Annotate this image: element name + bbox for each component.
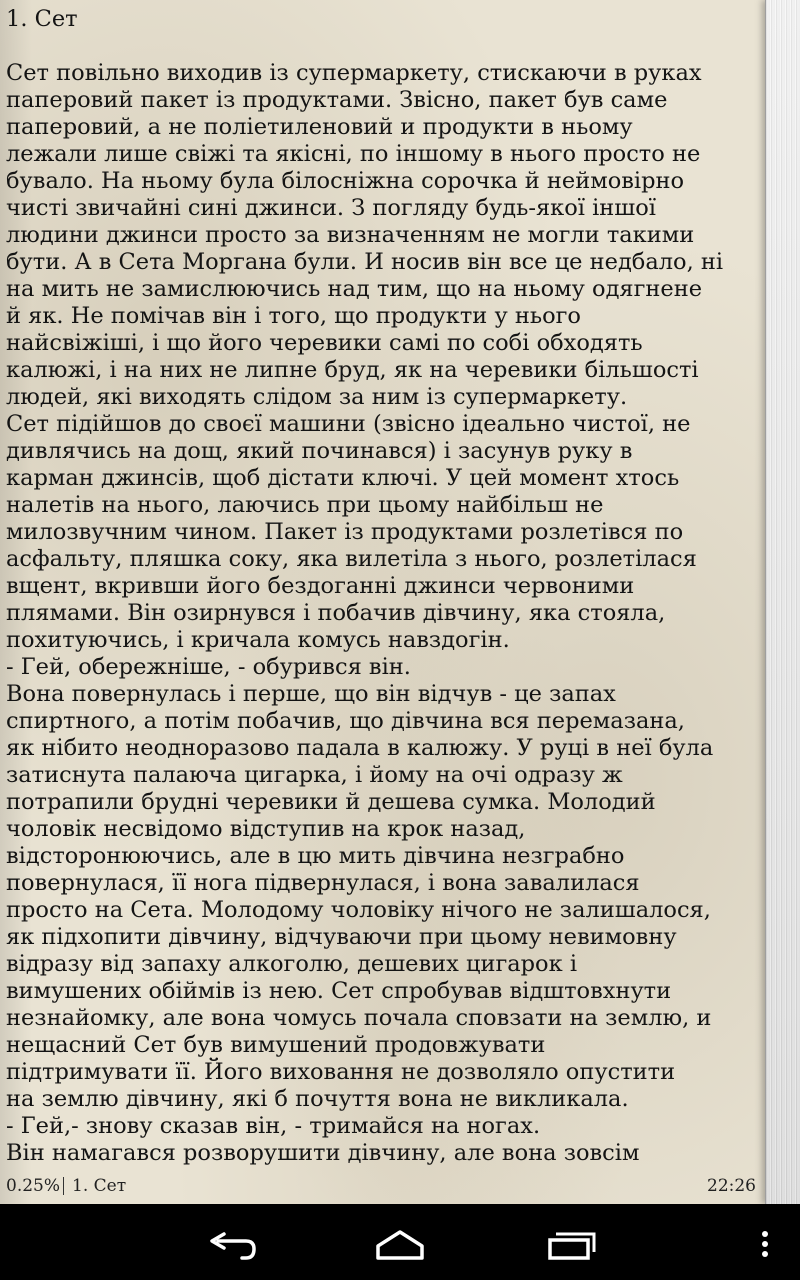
text-line: затиснута палаюча цигарка, і йому на очі одразу ж (6, 762, 623, 788)
text-line: паперовий пакет із продуктами. Звісно, пакет був саме (6, 87, 668, 113)
text-line: дивлячись на дощ, який починався) і засунув руку в (6, 438, 633, 464)
text-line: милозвучним чином. Пакет із продуктами розлетівся по (6, 519, 684, 545)
text-line: асфальту, пляшка соку, яка вилетіла з нього, розлетілася (6, 546, 697, 572)
text-line: похитуючись, і кричала комусь навздогін. (6, 627, 510, 653)
recents-icon (536, 1214, 606, 1270)
overflow-menu-button[interactable] (750, 1214, 780, 1270)
text-line: просто на Сета. Молодому чоловіку нічого не залишалося, (6, 897, 711, 923)
text-line: - Гей,- знову сказав він, - тримайся на ногах. (6, 1113, 541, 1139)
back-icon (196, 1214, 266, 1270)
text-line: потрапили брудні черевики й дешева сумка. Молодий (6, 789, 656, 815)
text-line: чисті звичайні сині джинси. З погляду будь-якої іншої (6, 195, 656, 221)
text-line: людей, які виходять слідом за ним із супермаркету. (6, 384, 628, 410)
text-line: незнайомку, але вона чомусь почала сповзати на землю, и (6, 1005, 712, 1031)
text-line: чоловік несвідомо відступив на крок назад, (6, 816, 526, 842)
system-navigation-bar (0, 1204, 800, 1280)
text-line: на мить не замислюючись над тим, що на ньому одягнене (6, 276, 703, 302)
text-line: плямами. Він озирнувся і побачив дівчину, яка стояла, (6, 600, 666, 626)
text-line: підтримувати її. Його виховання не дозволяло опустити (6, 1059, 676, 1085)
text-line: людини джинси просто за визначенням не могли такими (6, 222, 695, 248)
overflow-menu-icon (750, 1214, 780, 1270)
home-button[interactable] (364, 1214, 436, 1270)
recent-apps-button[interactable] (536, 1214, 606, 1270)
text-line: відразу від запаху алкоголю, дешевих цигарок і (6, 951, 578, 977)
status-chapter-title: 1. Сет (72, 1176, 127, 1196)
text-line: нещасний Сет був вимушений продовжувати (6, 1032, 546, 1058)
progress-percent: 0.25% (6, 1176, 61, 1196)
text-line: вщент, вкривши його бездоганні джинси червоними (6, 573, 635, 599)
text-line: й як. Не помічав він і того, що продукти у нього (6, 303, 581, 329)
text-line: карман джинсів, щоб дістати ключі. У цей момент хтось (6, 465, 680, 491)
text-line: лежали лише свіжі та якісні, по іншому в нього просто не (6, 141, 701, 167)
text-line: паперовий, а не поліетиленовий и продукти в ньому (6, 114, 633, 140)
book-content (6, 6, 764, 1167)
text-line: бути. А в Сета Моргана були. И носив він все це недбало, ні (6, 249, 724, 275)
text-line: відсторонюючись, але в цю мить дівчина незграбно (6, 843, 625, 869)
status-clock: 22:26 (707, 1176, 756, 1196)
text-line: калюжі, і на них не липне бруд, як на черевики більшості (6, 357, 699, 383)
text-line: спиртного, а потім побачив, що дівчина вся перемазана, (6, 708, 685, 734)
text-line: як нібито неодноразово падала в калюжу. У руці в неї була (6, 735, 714, 761)
text-line: найсвіжіші, і що його черевики самі по собі обходять (6, 330, 643, 356)
home-icon (364, 1214, 436, 1270)
book-text (6, 60, 764, 1167)
text-line: налетів на нього, лаючись при цьому найбільш не (6, 492, 604, 518)
back-button[interactable] (196, 1214, 266, 1270)
text-line: Вона повернулась і перше, що він відчув - це запах (6, 681, 616, 707)
text-line: Він намагався розворушити дівчину, але вона зовсім (6, 1140, 640, 1166)
text-line: як підхопити дівчину, відчуваючи при цьому невимовну (6, 924, 677, 950)
reader-status-bar (6, 1174, 758, 1198)
text-line: Сет повільно виходив із супермаркету, стискаючи в руках (6, 60, 702, 86)
text-line: - Гей, обережніше, - обурився він. (6, 654, 411, 680)
status-divider (63, 1177, 64, 1195)
text-line: повернулася, її нога підвернулася, і вона завалилася (6, 870, 640, 896)
text-line: вимушених обіймів із нею. Сет спробував відштовхнути (6, 978, 672, 1004)
chapter-heading: 1. Сет (6, 6, 78, 32)
text-line: на землю дівчину, які б почуття вона не викликала. (6, 1086, 629, 1112)
text-line: бувало. На ньому була білосніжна сорочка й неймовірно (6, 168, 685, 194)
text-line: Сет підійшов до своєї машини (звісно ідеально чистої, не (6, 411, 691, 437)
page-stack-edge[interactable] (765, 0, 800, 1204)
